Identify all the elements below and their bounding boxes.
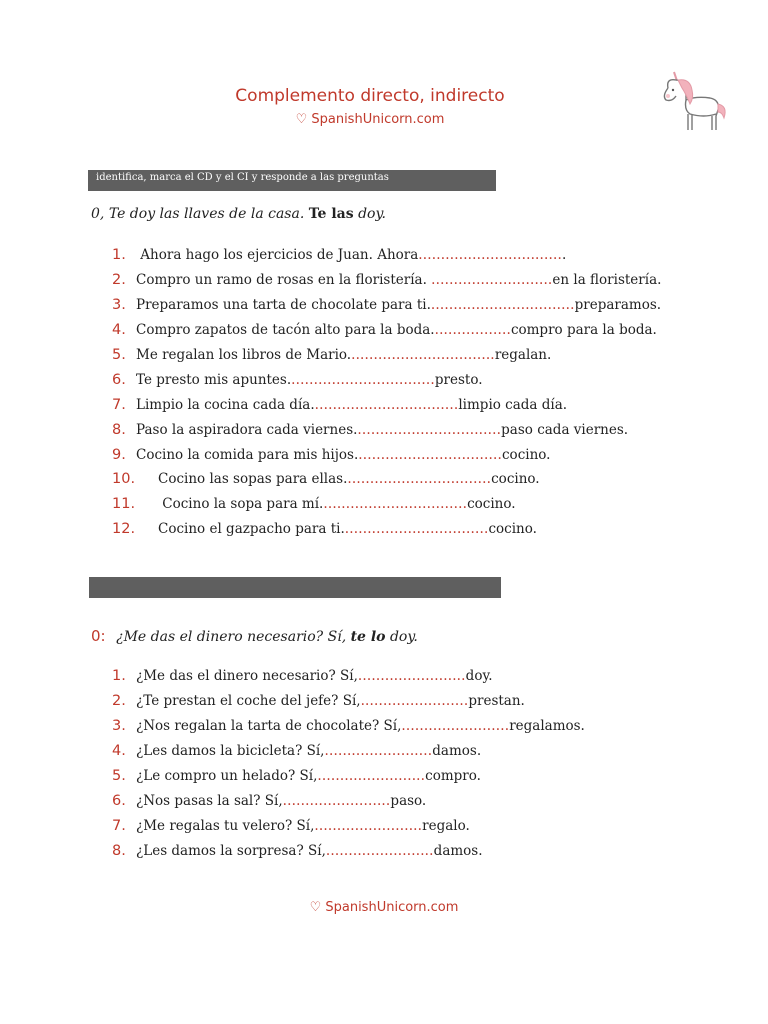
answer-blank[interactable]: ........................ — [317, 768, 426, 784]
list-item: 2. Compro un ramo de rosas en la floristería. ........................... en la floristería. — [112, 272, 662, 289]
example-tail: doy. — [389, 629, 418, 645]
answer-blank[interactable]: ........................ — [360, 693, 469, 710]
answer-blank[interactable]: ................................ — [418, 247, 563, 264]
list-item: 7. Limpio la cocina cada día. ................................ limpio cada día. — [112, 396, 568, 413]
example-tail: doy. — [358, 206, 386, 222]
list-item: 1. Ahora hago los ejercicios de Juan. Ahora ................................ . — [112, 247, 567, 264]
answer-blank[interactable]: ................................ — [344, 521, 489, 538]
answer-blank[interactable]: ................................ — [358, 446, 502, 463]
list-item: 8. Paso la aspiradora cada viernes. ................................ paso cada viernes. — [112, 421, 629, 438]
exercise-list-2 — [112, 664, 585, 863]
example-number: 0: — [91, 627, 106, 645]
answer-blank[interactable]: ........................... — [431, 272, 553, 289]
answer-blank[interactable]: ........................ — [314, 817, 423, 834]
example-answer: te lo — [350, 629, 386, 645]
answer-blank[interactable]: ........................ — [325, 842, 434, 859]
page-title: Complemento directo, indirecto — [235, 86, 505, 106]
answer-blank[interactable]: ........................ — [282, 792, 391, 809]
example-sentence-2 — [91, 627, 418, 645]
footer-link[interactable]: ♡ SpanishUnicorn.com — [309, 900, 459, 915]
list-item: 1. ¿Me das el dinero necesario? Sí, ........................ doy. — [112, 668, 493, 685]
list-item: 9. Cocino la comida para mis hijos. ................................ cocino. — [112, 446, 551, 463]
answer-blank[interactable]: ........................ — [324, 743, 433, 760]
list-item: 6. ¿Nos pasas la sal? Sí, ........................ paso. — [112, 792, 427, 809]
site-link[interactable]: ♡ SpanishUnicorn.com — [295, 112, 445, 127]
answer-blank[interactable]: ........................ — [357, 668, 466, 685]
list-item: 4. ¿Les damos la bicicleta? Sí, ........................ damos. — [112, 743, 482, 760]
answer-blank[interactable]: ................................ — [291, 371, 435, 388]
example-text: ¿Me das el dinero necesario? Sí, — [116, 629, 347, 645]
example-answer: Te las — [308, 206, 354, 222]
list-item: 6. Te presto mis apuntes. ................................ presto. — [112, 371, 483, 388]
answer-blank[interactable]: ........................ — [401, 718, 510, 735]
instruction-bar: identifica, marca el CD y el CI y responde a las preguntas — [88, 170, 496, 191]
answer-blank[interactable]: ................. — [434, 322, 511, 339]
answer-blank[interactable]: ................................ — [323, 496, 468, 513]
example-number: 0, — [91, 206, 105, 222]
unicorn-logo-icon — [656, 66, 728, 136]
list-item: 11. Cocino la sopa para mí. ................................ cocino. — [112, 496, 516, 513]
answer-blank[interactable]: ................................ — [351, 347, 495, 363]
list-item: 4. Compro zapatos de tacón alto para la boda. ................. compro para la boda. — [112, 322, 657, 339]
section-divider-bar — [89, 577, 501, 598]
list-item: 12. Cocino el gazpacho para ti. ................................ cocino. — [112, 521, 537, 538]
exercise-list-1 — [112, 243, 661, 542]
list-item: 5. ¿Le compro un helado? Sí, ........................ compro. — [112, 768, 481, 784]
list-item: 10. Cocino las sopas para ellas. ................................ cocino. — [112, 471, 540, 488]
example-sentence — [91, 206, 386, 222]
list-item: 5. Me regalan los libros de Mario. ................................ regalan. — [112, 347, 552, 363]
list-item: 3. ¿Nos regalan la tarta de chocolate? Sí, ........................ regalamos. — [112, 718, 585, 735]
answer-blank[interactable]: ................................ — [347, 471, 492, 488]
answer-blank[interactable]: ................................ — [314, 396, 459, 413]
list-item: 3. Preparamos una tarta de chocolate para ti. ................................ preparamos. — [112, 297, 662, 314]
list-item: 7. ¿Me regalas tu velero? Sí, ........................ regalo. — [112, 817, 470, 834]
list-item: 2. ¿Te prestan el coche del jefe? Sí, ........................ prestan. — [112, 693, 525, 710]
list-item: 8. ¿Les damos la sorpresa? Sí, ........................ damos. — [112, 842, 483, 859]
example-text: Te doy las llaves de la casa. — [108, 206, 305, 222]
answer-blank[interactable]: ................................ — [430, 297, 575, 314]
answer-blank[interactable]: ................................ — [357, 421, 502, 438]
